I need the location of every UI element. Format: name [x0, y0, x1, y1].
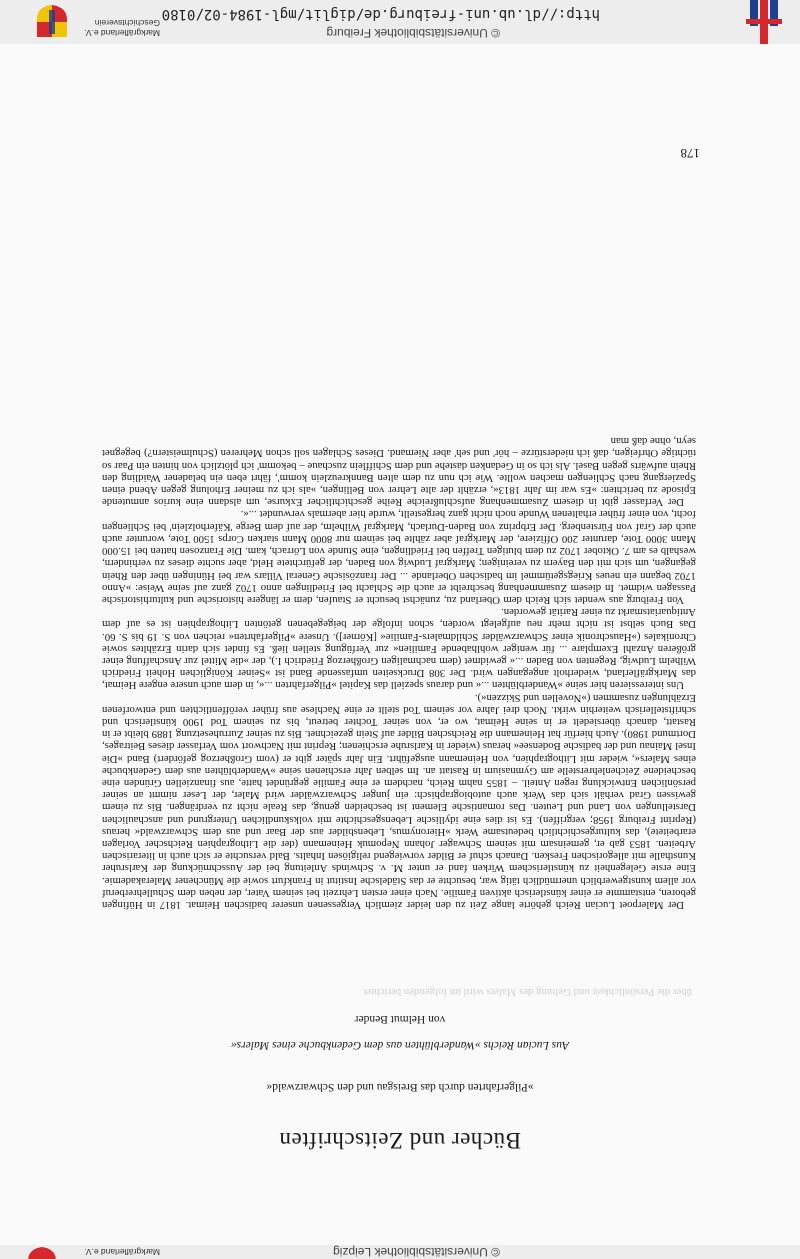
library-symbol-icon — [746, 0, 782, 44]
viewer-header-bar — [0, 0, 800, 44]
document-url-link[interactable]: http://dl.ub.uni-freiburg.de/diglit/mgl-1984-02/0180 — [161, 6, 600, 22]
association-logo-icon — [24, 1245, 60, 1259]
association-logo-icon — [34, 4, 70, 40]
paragraph: Von Freiburg aus wendet sich Reich dem Oberland zu, zunächst besucht er Staufen, dem er längere historische und kulturhistorische Passagen widmet. In diesem Zusammenhang beschreibt er auch die Schlacht bei Friedlingen anno 1702 ganz auf seine Weise: »Anno 1702 begann ein neues Kriegsgetümmel im badischen Oberlande ... Der französische General Villars war bei Hüningen über den Rhein gegangen, um sich mit den Bayern zu vereinigen; Markgraf Ludwig von Baden, der gefürchtete Held, aber suchte dieses zu verhindern, weshalb es am 7. Oktober 1702 zu dem blutigen Treffen bei Friedlingen, eine Stunde von Lörrach, kam. Die Franzosen hatten bei 15.000 Mann 3000 Tote, darunter 200 Offiziere, der Markgraf aber zählte bei seinem nur 8000 Mann starken Corps 1500 Tote, worunter auch auch der Graf von Fürstenberg. Der Erbprinz von Baden-Durlach, Markgraf Wilhelm, der auf dem Berge 'Käferholzlein' bei Schliengen focht, von einer früher erhaltenen Wunde noch nicht ganz hergestellt, wurde hier abermals verwundet ...«. — [102, 508, 696, 606]
footer-association: Markgräflerland e.V. — [84, 1247, 160, 1257]
association-name — [70, 18, 160, 38]
library-copyright: © Universitätsbibliothek Freiburg — [326, 26, 500, 40]
article-byline: von Helmut Bender — [354, 1013, 446, 1025]
paragraph: Uns interessieren hier seine »Wanderblühten ...« und daraus speziell das Kapitel »Pilgerfahrten ...«, in dem auch unsere engere Heimat, das Markgräflerland, wiederholt angegangen wird. Der 308 Druckseiten umfassende Band ist »Seiner Königlichen Hoheit Friedrich Wilhelm Ludwig, Regenten von Baden ...« gewidmet (dem nachmaligen Großherzog Friedrich I.), der »die Mittel zur Anschaffung einer größeren Anzahl Exemplare ... für weniger wohlhabende Familien« zur Verfügung stellen ließ. Es findet sich darin Erzähltes sowie Chronikales (»Hauschronik einer Schwarzwälder Schildmalers-Familie« [Körner]). Unsere »Pilgerfahrten« reichen von S. 19 bis S. 60. Das Buch selbst ist nicht mehr neu aufgelegt worden, schon infolge der beigegebenen getönten Lithographien ist es auf dem Antiquariatsmarkt zu einer Rarität geworden. — [102, 606, 696, 692]
article-body — [102, 191, 696, 911]
association-line: Markgräflerland e.V. — [84, 28, 160, 38]
bleed-through-text: über die Persönlichkeit und Geltung des Malers wird im folgenden berichtet — [363, 986, 692, 998]
footer-copyright: © Universitätsbibliothek Leipzig — [333, 1245, 500, 1259]
article-book-title: Aus Lucian Reichs »Wanderblühten aus dem Gedenkbuche eines Malers« — [230, 1039, 570, 1051]
scanned-page — [0, 44, 800, 1245]
paragraph: Der Verfasser gibt in diesem Zusammenhang aufschlußreiche Reihe geschichtlicher Exkurse, um alsdann eine kurios anmutende Episode zu berichten: »Es war im Jahr 1813«, erzählt der alte Lehrer von Bellingen, »als ich zu meiner Erholung gegen Abend einen Spaziergang nach Schliengen machen wollte. Wie ich nun zu dem alten Bannkreuzlein komm', fährt eben ein beladener Waidling den Rhein aufwärts gegen Basel. Als ich so in Gedanken dastehe und dem Schifflein zuschaue – bekomm' ich plötzlich von hinten ein Paar so tüchtige Ohrfeigen, daß ich niederstürze – hör' und seh' aber Niemand. Dieses Schlagen soll schon Mehreren (Schulmeistern?) begegnet seyn, ohne daß man — [102, 435, 696, 509]
viewer-footer-bar — [0, 1245, 800, 1259]
article-subtitle: »Pilgerfahrten durch das Breisgau und den Schwarzwald« — [266, 1081, 534, 1093]
association-line: Geschichtsverein — [94, 18, 160, 28]
paragraph: Der Malerpoet Lucian Reich gehörte lange Zeit zu den leider ziemlich Vergessenen unserer badischen Heimat. 1817 in Hüfingen geboren, entstammte er einer künstlerisch aktiven Familie. Nach einer ersten Lehrzeit bei seinem Vater, der neben dem Schullehrerberuf vor allem kunstgewerblich unermüdlich tätig war, besuchte er das Städelsche Institut in Frankfurt sowie die Münchener Malerakademie. Eine erste Gelegenheit zu künstlerischem Wirken fand er unter M. v. Schwinds Anleitung bei der Ausschmückung der Karlsruher Kunsthalle mit allegorischen Fresken. Danach schuf er Bilder vorwiegend religiösen Inhalts. Bald versuchte er sich auch in literarischen Arbeiten. 1853 gab er, gemeinsam mit seinem Schwager Johann Nepomuk Heinemann (der die Lithographien Reichscher Vorlagen erarbeitete), das kulturgeschichtlich bedeutsame Werk »Hieronymus, Lebensbilder aus der Baar und aus dem Schwarzwald« heraus (Reprint Freiburg 1958; vergriffen). Es ist dies eine idyllische Lebensgeschichte mit volkskundlichen Untergrund und anschaulichen Darstellungen von Land und Leuten. Das romantische Element ist bescheiden genug, das Reale nicht zu verdrängen. Bis zu einem gewissen Grad verhält sich das Werk auch autobiographisch: ein junger Schwarzwälder wird Maler, der Leser nimmt an seiner persönlichen Entwicklung regen Anteil. – 1855 nahm Reich, nachdem er eine Familie gegründet hatte, aus finanziellen Gründen eine bescheidene Zeichenlehrerstelle am Gymnasium in Rastatt an. Im selben Jahr erschienen seine »Wanderblühten aus dem Gedenkbuche eines Malers«, wieder mit Lithographien, von Heinemann ausgeführt. Ein Jahr später gibt er (vom Großherzog gefördert) Band »Die Insel Mainau und der badische Bodensee« heraus (wieder in Karlsruhe erschienen; Reprint mit Nachwort vom Verfasser dieses Beitrages, Dortmund 1980). Auch hierfür hat Heinemann die Reichschen Bilder auf Stein gezeichnet. Bis zu seiner Zurruhesetzung 1889 bleibt er in Rastatt, danach übersiedelt er in seine Heimat, wo er, von seiner Tochter betreut, bis zu seinem Tod 1900 künstlerisch und schriftstellerisch weiterhin wirkt. Noch drei Jahre vor seinem Tod stellt er eine Nachlese aus früher veröffentlichten und entworfenen Erzählungen zusammen (»Novellen und Skizzen«). — [102, 691, 696, 911]
page-number: 178 — [680, 146, 700, 161]
page-headline: Bücher und Zeitschriften — [279, 1128, 521, 1153]
